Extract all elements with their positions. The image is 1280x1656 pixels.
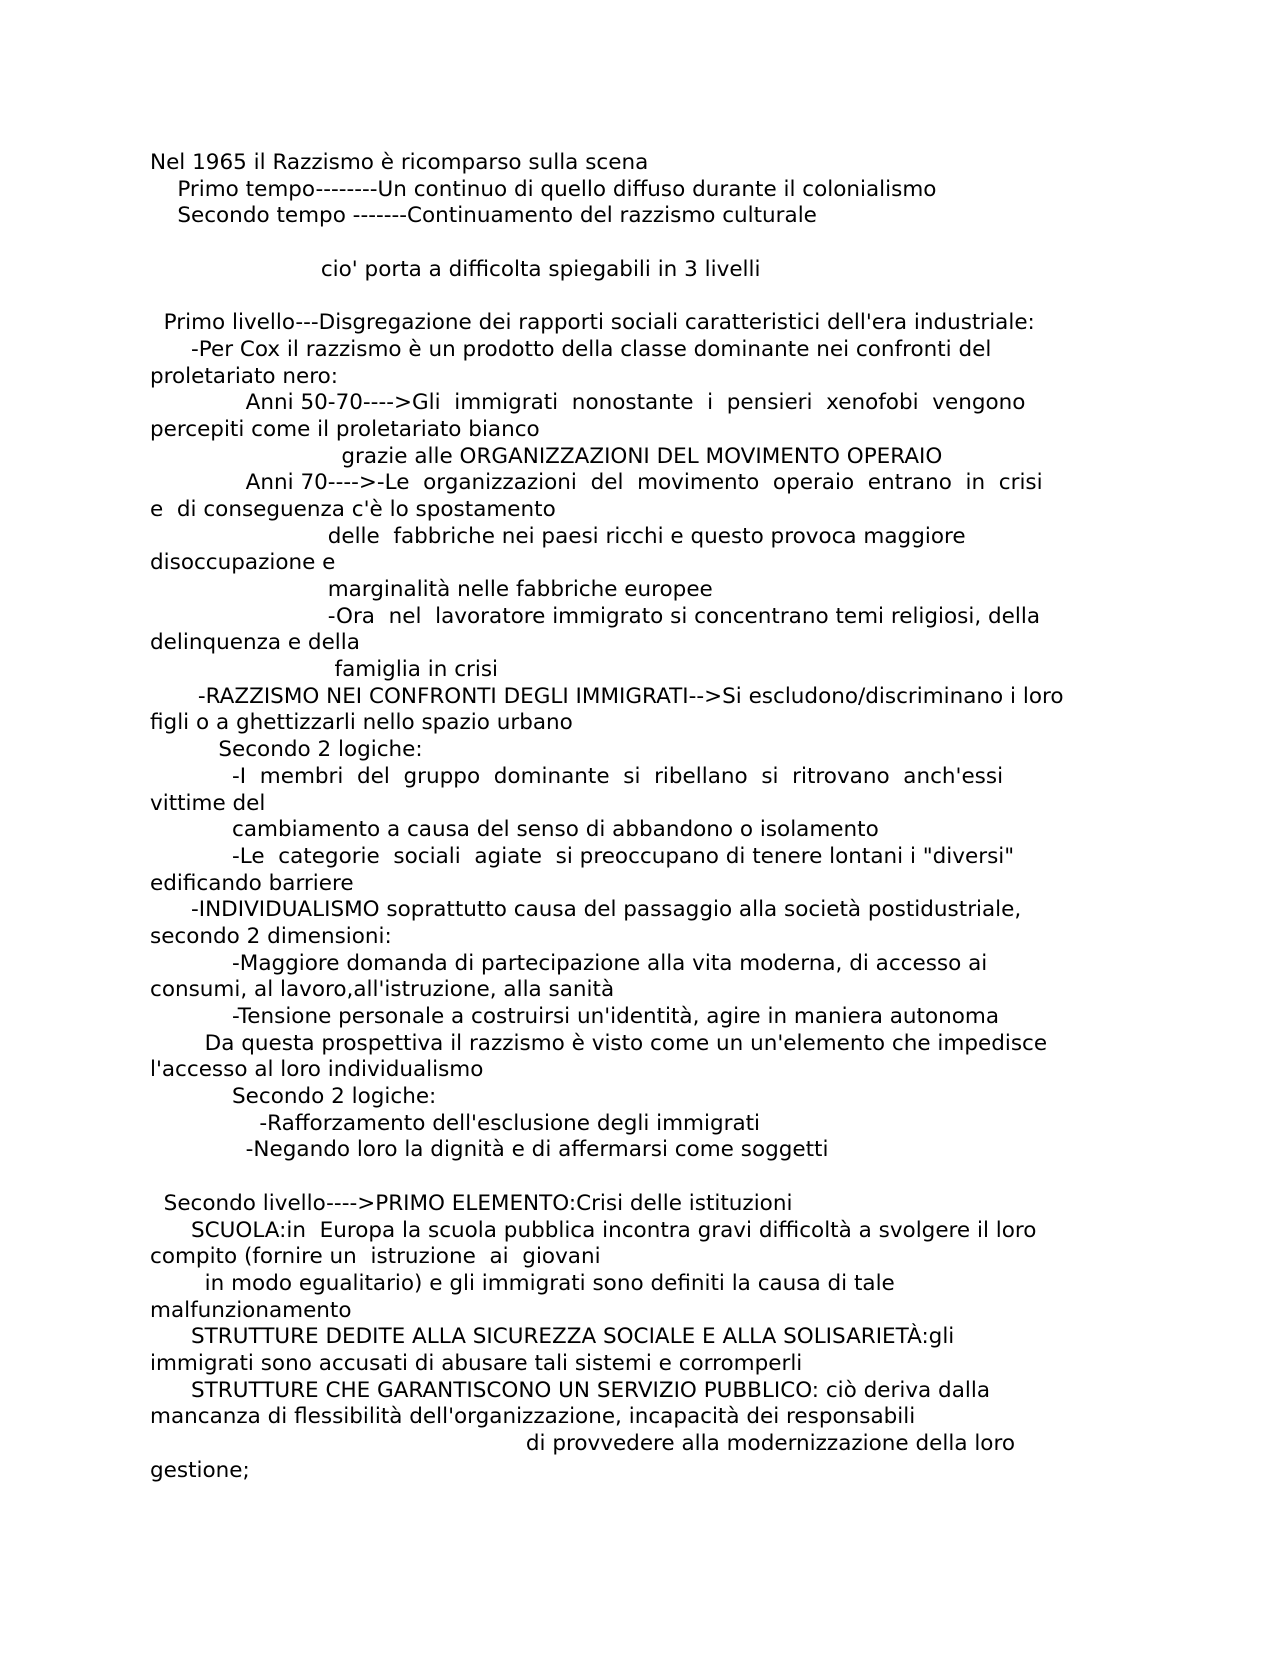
text-line: -INDIVIDUALISMO soprattutto causa del passaggio alla società postidustriale, <box>150 897 1022 923</box>
text-line: Secondo tempo -------Continuamento del razzismo culturale <box>150 203 817 229</box>
text-line: di provvedere alla modernizzazione della loro <box>150 1431 1015 1456</box>
text-line: percepiti come il proletariato bianco <box>150 416 540 442</box>
text-line: cio' porta a difficolta spiegabili in 3 livelli <box>150 256 761 282</box>
text-line: Secondo 2 logiche: <box>150 1084 437 1110</box>
text-line: Nel 1965 il Razzismo è ricomparso sulla scena <box>150 150 649 175</box>
text-line: -Tensione personale a costruirsi un'identità, agire in maniera autonoma <box>150 1004 1000 1029</box>
text-line <box>150 230 1130 257</box>
text-line: -RAZZISMO NEI CONFRONTI DEGLI IMMIGRATI-->Si escludono/discriminano i loro <box>150 683 1064 709</box>
text-line: STRUTTURE DEDITE ALLA SICUREZZA SOCIALE E ALLA SOLISARIETÀ:gli <box>150 1324 955 1350</box>
text-line: -I membri del gruppo dominante si ribellano si ritrovano anch'essi <box>150 763 1004 789</box>
text-line <box>150 283 1130 310</box>
text-line: l'accesso al loro individualismo <box>150 1057 484 1083</box>
text-line: cambiamento a causa del senso di abbandono o isolamento <box>150 817 879 843</box>
text-line: immigrati sono accusati di abusare tali sistemi e corromperli <box>150 1350 803 1376</box>
text-line: marginalità nelle fabbriche europee <box>150 577 713 602</box>
text-line: -Ora nel lavoratore immigrato si concentrano temi religiosi, della <box>150 603 1041 629</box>
text-line: -Le categorie sociali agiate si preoccupano di tenere lontani i "diversi" <box>150 843 1015 869</box>
text-line: -Per Cox il razzismo è un prodotto della classe dominante nei confronti del <box>150 336 992 362</box>
document-body <box>150 150 1130 1484</box>
text-line: Primo tempo--------Un continuo di quello diffuso durante il colonialismo <box>150 176 937 202</box>
text-line: delle fabbriche nei paesi ricchi e questo provoca maggiore <box>150 523 966 549</box>
text-line: figli o a ghettizzarli nello spazio urbano <box>150 710 573 736</box>
text-line: Primo livello---Disgregazione dei rapporti sociali caratteristici dell'era industriale: <box>150 310 1035 336</box>
text-line: STRUTTURE CHE GARANTISCONO UN SERVIZIO PUBBLICO: ciò deriva dalla <box>150 1377 990 1403</box>
text-line: malfunzionamento <box>150 1297 352 1323</box>
text-line: Anni 50-70---->Gli immigrati nonostante i pensieri xenofobi vengono <box>150 390 1026 416</box>
text-line: disoccupazione e <box>150 550 336 576</box>
text-line: gestione; <box>150 1457 250 1483</box>
text-line: proletariato nero: <box>150 363 338 389</box>
text-line: delinquenza e della <box>150 630 360 656</box>
text-line: Anni 70---->-Le organizzazioni del movimento operaio entrano in crisi <box>150 470 1043 496</box>
text-line: grazie alle ORGANIZZAZIONI DEL MOVIMENTO OPERAIO <box>150 443 943 469</box>
text-line: vittime del <box>150 790 266 816</box>
text-line: -Negando loro la dignità e di affermarsi come soggetti <box>150 1137 829 1163</box>
text-line: Secondo livello---->PRIMO ELEMENTO:Crisi delle istituzioni <box>150 1190 793 1216</box>
text-line: -Rafforzamento dell'esclusione degli immigrati <box>150 1110 761 1136</box>
text-line: Da questa prospettiva il razzismo è visto come un un'elemento che impedisce <box>150 1030 1048 1056</box>
text-line: secondo 2 dimensioni: <box>150 923 392 949</box>
text-line: edificando barriere <box>150 870 354 896</box>
text-line: Secondo 2 logiche: <box>150 737 423 763</box>
text-line: famiglia in crisi <box>150 657 499 683</box>
text-line: mancanza di flessibilità dell'organizzazione, incapacità dei responsabili <box>150 1404 916 1430</box>
text-line: e di conseguenza c'è lo spostamento <box>150 496 556 522</box>
text-line <box>150 1164 1130 1191</box>
text-line: compito (fornire un istruzione ai giovani <box>150 1244 601 1270</box>
text-line: in modo egualitario) e gli immigrati sono definiti la causa di tale <box>150 1270 895 1296</box>
text-line: -Maggiore domanda di partecipazione alla vita moderna, di accesso ai <box>150 950 988 976</box>
text-line: consumi, al lavoro,all'istruzione, alla sanità <box>150 977 615 1003</box>
text-line: SCUOLA:in Europa la scuola pubblica incontra gravi difficoltà a svolgere il loro <box>150 1217 1037 1243</box>
